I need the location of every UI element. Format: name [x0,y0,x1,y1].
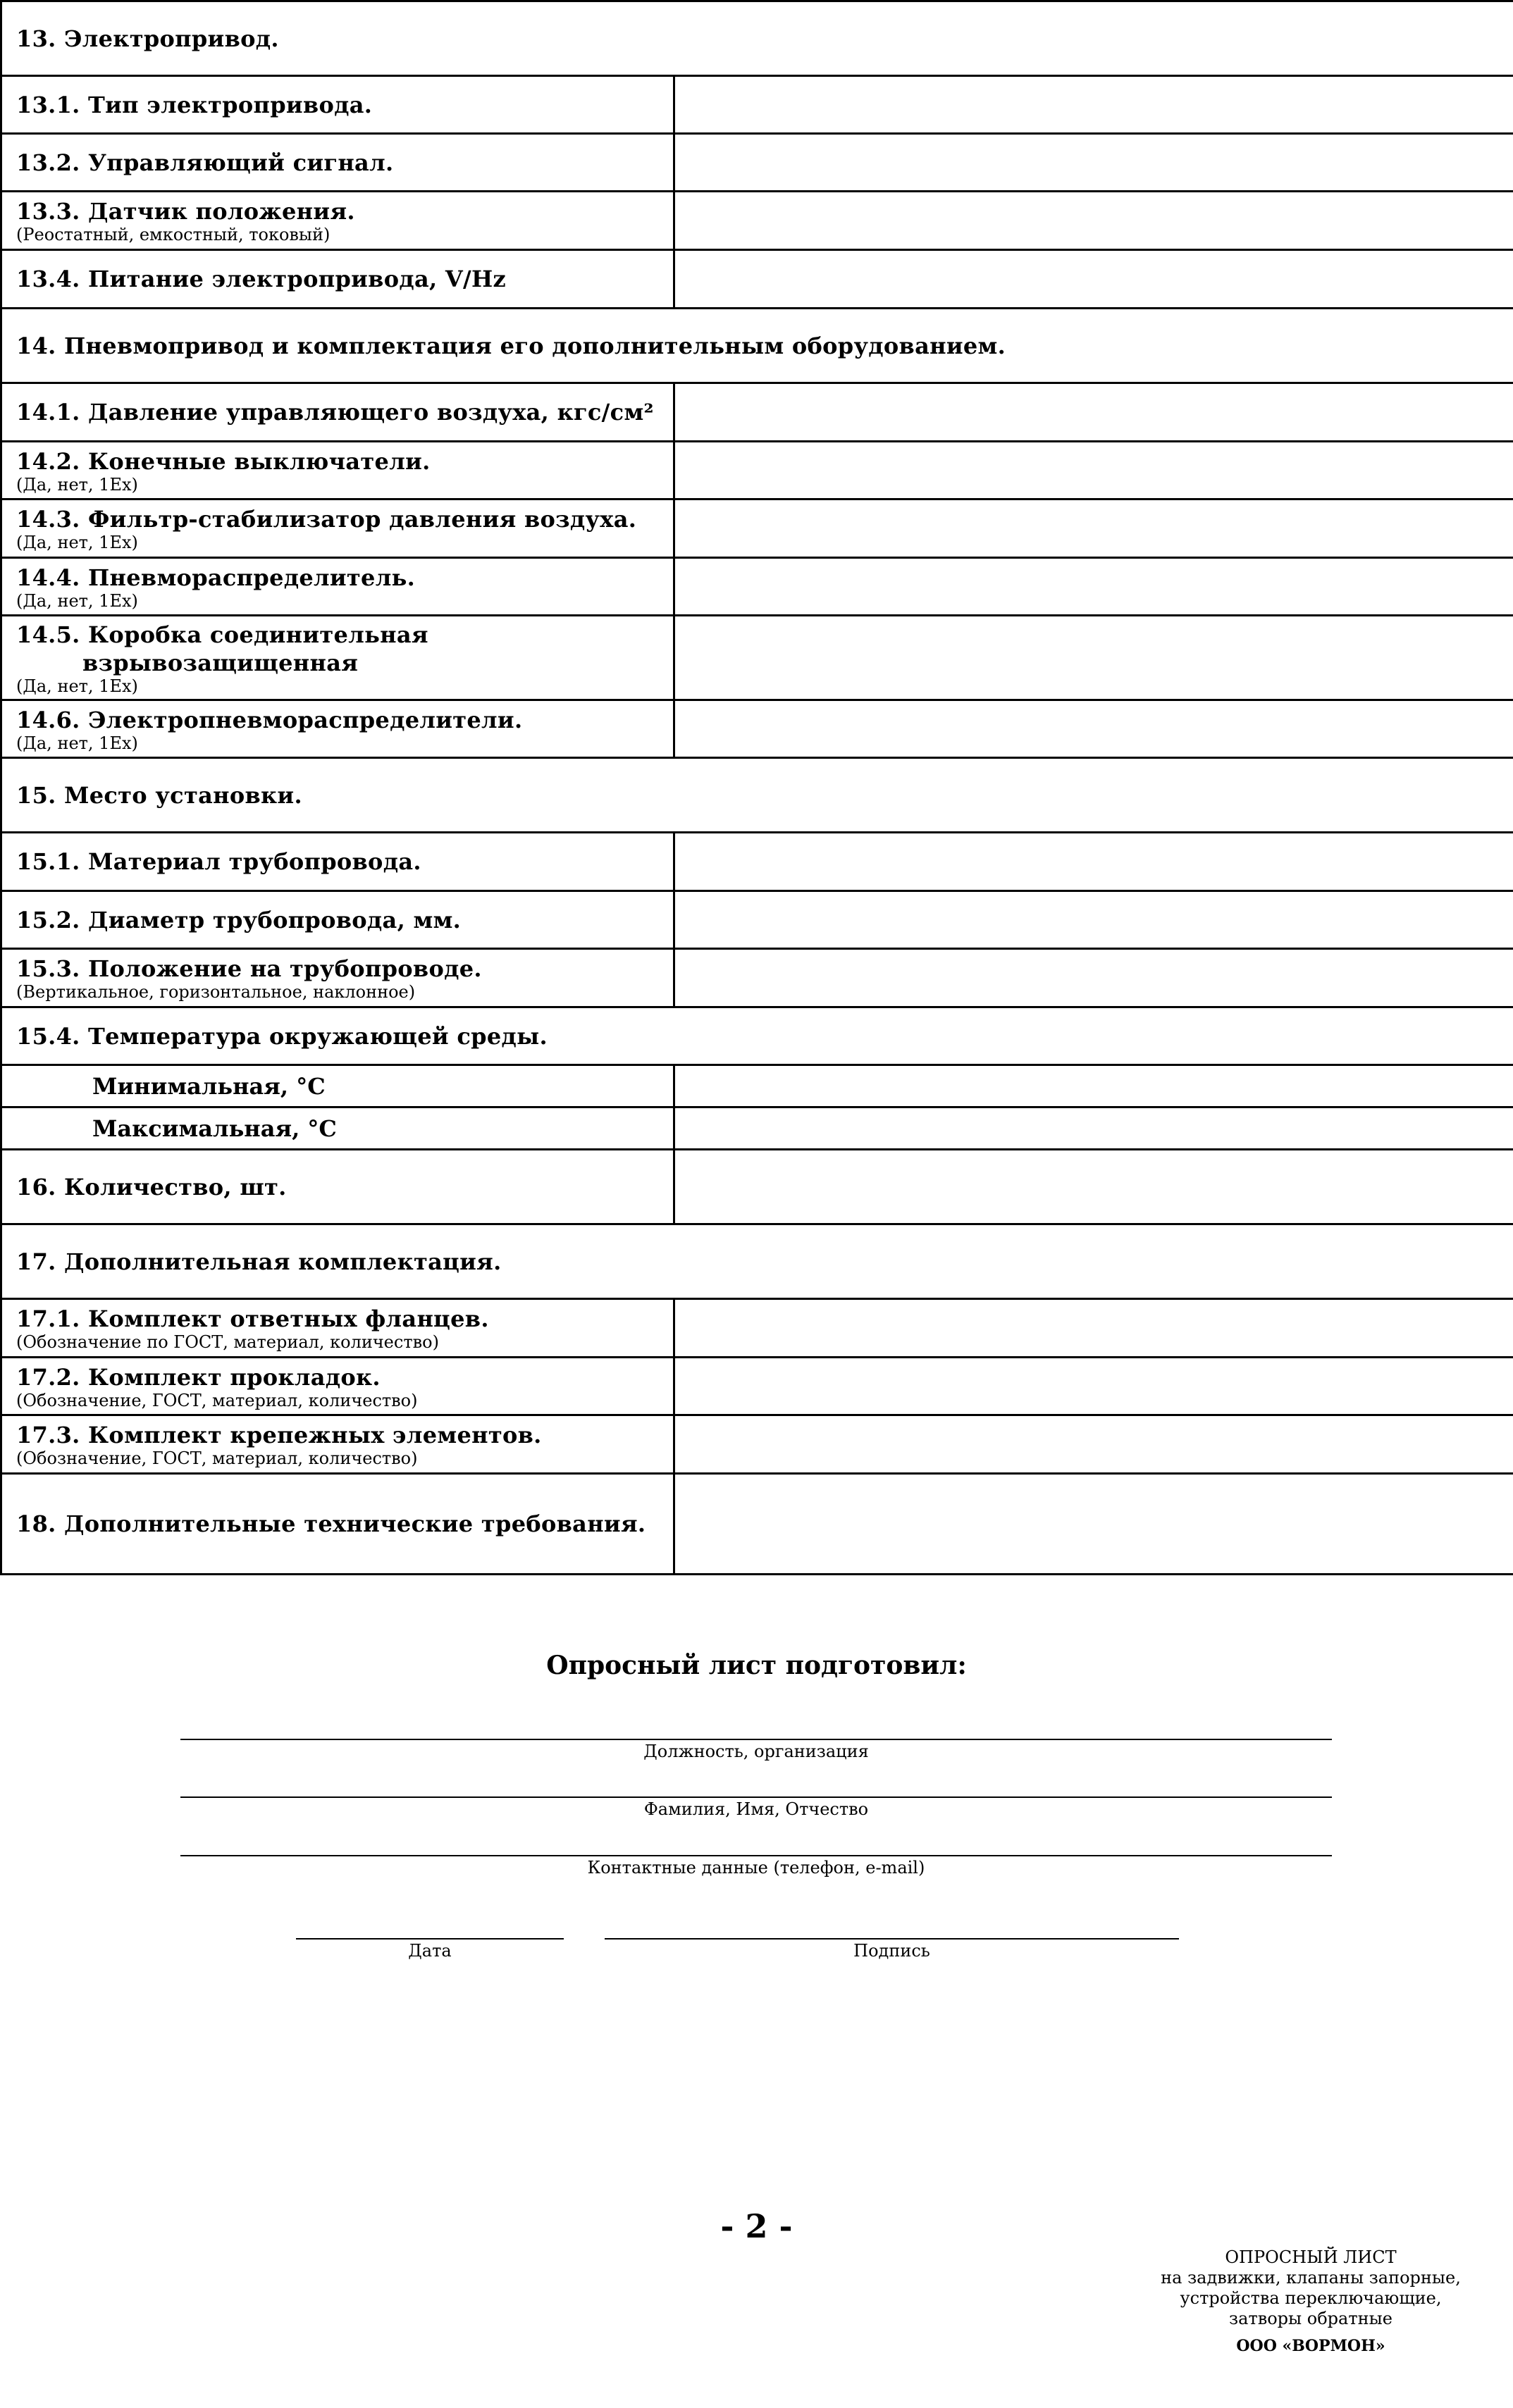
table-row [1,616,1513,700]
row-label-cell [1,383,674,442]
row-label-cell [1,700,674,758]
row-label: 15.3. Положение на трубопроводе. [16,955,482,982]
value-field[interactable] [674,1150,1513,1224]
row-label-cell [1,76,674,134]
footer-line: ОПРОСНЫЙ ЛИСТ [1225,2247,1397,2267]
row-note: (Да, нет, 1Ex) [16,533,138,552]
section-label: 13. Электропривод. [16,25,279,52]
section-header-ambient-temperature [1,1007,1513,1065]
value-field[interactable] [674,1358,1513,1415]
value-field[interactable] [674,1107,1513,1150]
value-field[interactable] [674,250,1513,309]
section-header-installation [1,758,1513,833]
position-caption: Должность, организация [643,1742,869,1761]
footer-line: устройства переключающие, [1180,2288,1442,2308]
table-row [1,1415,1513,1474]
company-name: ООО «ВОРМОН» [1236,2337,1385,2355]
row-label-cell [1,192,674,250]
date-line[interactable] [296,1938,564,1940]
position-line[interactable] [180,1739,1332,1740]
signature-caption: Подпись [853,1941,930,1961]
value-field[interactable] [674,949,1513,1007]
section-label: 17. Дополнительная комплектация. [16,1248,502,1275]
row-label-cell [1,616,674,700]
section-header-row [1,1,1513,76]
table-row [1,833,1513,891]
row-label: 14.3. Фильтр-стабилизатор давления воздуха. [16,506,637,533]
value-field[interactable] [674,76,1513,134]
row-label: 13.3. Датчик положения. [16,198,355,225]
row-note: (Да, нет, 1Ex) [16,733,138,753]
row-label: 15.1. Материал трубопровода. [16,848,421,875]
section-label: 15. Место установки. [16,781,302,809]
signature-title: Опросный лист подготовил: [546,1651,967,1680]
section-header-pneumatic-drive [1,309,1513,383]
table-row [1,442,1513,499]
row-label-cell [1,1358,674,1415]
row-label-cell [1,1107,674,1150]
row-label: 18. Дополнительные технические требования. [16,1510,646,1537]
table-row [1,1107,1513,1150]
table-row [1,1150,1513,1224]
value-field[interactable] [674,558,1513,616]
section-header-electric-drive [1,1,1513,76]
signature-line[interactable] [605,1938,1179,1940]
table-row [1,949,1513,1007]
contacts-line[interactable] [180,1855,1332,1856]
value-field[interactable] [674,616,1513,700]
section-header-additional-kit [1,1224,1513,1299]
footer-line: затворы обратные [1229,2309,1392,2328]
section-header-row [1,1007,1513,1065]
row-note: (Да, нет, 1Ex) [16,474,138,495]
page-number: - 2 - [720,2207,793,2245]
row-label-cell [1,833,674,891]
row-label-cell [1,250,674,309]
row-note: (Вертикальное, горизонтальное, наклонное) [16,982,416,1002]
table-row [1,700,1513,758]
row-label: 15.2. Диаметр трубопровода, мм. [16,906,462,933]
value-field[interactable] [674,833,1513,891]
row-label: 16. Количество, шт. [16,1173,287,1200]
section-header-row [1,1224,1513,1299]
row-label-cell [1,1474,674,1575]
row-label-cell [1,1065,674,1107]
table-row [1,1299,1513,1358]
row-label: Минимальная, °С [92,1072,326,1100]
section-label: 14. Пневмопривод и комплектация его дополнительным оборудованием. [16,332,1006,359]
row-label: 14.1. Давление управляющего воздуха, кгс/см² [16,399,654,426]
row-label: Максимальная, °С [92,1115,337,1142]
table-row [1,192,1513,250]
table-row [1,134,1513,192]
table-row [1,891,1513,949]
section-label: 15.4. Температура окружающей среды. [16,1022,548,1050]
value-field[interactable] [674,891,1513,949]
row-label-cell [1,558,674,616]
name-caption: Фамилия, Имя, Отчество [643,1799,869,1819]
row-label: 14.4. Пневмораспределитель. [16,564,416,591]
row-note: (Да, нет, 1Ex) [16,590,138,611]
value-field[interactable] [674,192,1513,250]
value-field[interactable] [674,1065,1513,1107]
row-label: 14.5. Коробка соединительная [16,621,428,648]
row-label-cell [1,949,674,1007]
row-label-cell [1,1150,674,1224]
table-row [1,1065,1513,1107]
table-row [1,250,1513,309]
footer-line: на задвижки, клапаны запорные, [1161,2268,1461,2288]
table-row [1,558,1513,616]
row-note: (Обозначение, ГОСТ, материал, количество) [16,1448,418,1468]
value-field[interactable] [674,1474,1513,1575]
row-label-continuation: взрывозащищенная [82,649,359,676]
value-field[interactable] [674,499,1513,558]
row-note: (Обозначение, ГОСТ, материал, количество) [16,1390,418,1410]
row-label: 13.4. Питание электропривода, V/Hz [16,266,507,292]
row-label: 17.1. Комплект ответных фланцев. [16,1305,489,1332]
value-field[interactable] [674,700,1513,758]
row-label: 13.2. Управляющий сигнал. [16,149,394,176]
document-footer [1142,2247,1480,2357]
row-note: (Реостатный, емкостный, токовый) [16,225,331,244]
name-line[interactable] [180,1796,1332,1798]
section-header-row [1,309,1513,383]
row-label: 14.2. Конечные выключатели. [16,447,431,475]
row-label-cell [1,1299,674,1358]
contacts-caption: Контактные данные (телефон, e-mail) [587,1858,925,1878]
row-note: (Обозначение по ГОСТ, материал, количество) [16,1332,439,1352]
row-note: (Да, нет, 1Ex) [16,676,138,696]
row-label: 17.2. Комплект прокладок. [16,1363,381,1391]
value-field[interactable] [674,1415,1513,1474]
section-header-row [1,758,1513,833]
table-row [1,76,1513,134]
value-field[interactable] [674,383,1513,442]
row-label: 17.3. Комплект крепежных элементов. [16,1422,542,1448]
table-row [1,1358,1513,1415]
value-field[interactable] [674,1299,1513,1358]
date-caption: Дата [408,1941,452,1961]
row-label-cell [1,891,674,949]
table-row [1,499,1513,558]
row-label-cell [1,499,674,558]
table-row [1,383,1513,442]
table-row [1,1474,1513,1575]
value-field[interactable] [674,134,1513,192]
row-label: 14.6. Электропневмораспределители. [16,706,523,733]
row-label-cell [1,1415,674,1474]
row-label-cell [1,134,674,192]
row-label-cell [1,442,674,499]
value-field[interactable] [674,442,1513,499]
row-label: 13.1. Тип электропривода. [16,91,373,118]
